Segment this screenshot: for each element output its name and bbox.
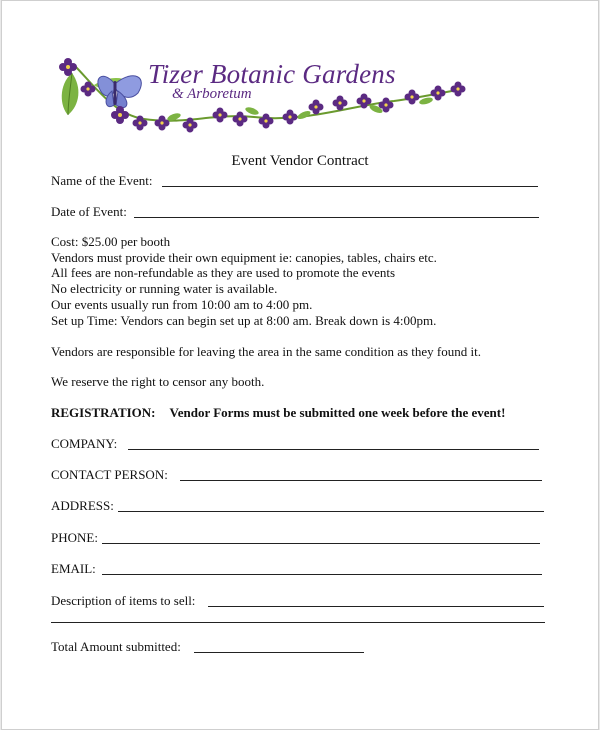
- setup-line: Set up Time: Vendors can begin set up at 8:00 am. Break down is 4:00pm.: [51, 313, 437, 328]
- phone-label: PHONE:: [51, 530, 98, 545]
- address-label: ADDRESS:: [51, 498, 114, 513]
- event-date-label: Date of Event:: [51, 204, 127, 219]
- logo-title: Tizer Botanic Gardens: [148, 59, 396, 89]
- garden-logo: [54, 45, 474, 137]
- responsibility-line: Vendors are responsible for leaving the area in the same condition as they found it.: [51, 344, 481, 359]
- contact-label: CONTACT PERSON:: [51, 467, 168, 482]
- email-field[interactable]: [102, 574, 542, 575]
- registration-note: Vendor Forms must be submitted one week before the event!: [169, 405, 506, 420]
- description-field[interactable]: [208, 606, 544, 607]
- registration-notice: [51, 405, 505, 421]
- cost-line: Cost: $25.00 per booth: [51, 234, 171, 249]
- email-label: EMAIL:: [51, 561, 96, 576]
- company-label: COMPANY:: [51, 436, 118, 451]
- phone-field[interactable]: [102, 543, 540, 544]
- logo-subtitle: & Arboretum: [172, 86, 252, 102]
- event-name-label: Name of the Event:: [51, 173, 153, 188]
- event-date-field[interactable]: [134, 217, 539, 218]
- document-title: Event Vendor Contract: [231, 153, 369, 169]
- event-name-field[interactable]: [162, 186, 538, 187]
- registration-label: REGISTRATION:: [51, 405, 156, 420]
- total-amount-label: Total Amount submitted:: [51, 639, 181, 654]
- total-amount-field[interactable]: [194, 652, 364, 653]
- fees-line: All fees are non-refundable as they are used to promote the events: [51, 265, 396, 280]
- address-field[interactable]: [118, 511, 544, 512]
- contact-field[interactable]: [180, 480, 542, 481]
- censor-line: We reserve the right to censor any booth.: [51, 374, 265, 389]
- company-field[interactable]: [128, 449, 539, 450]
- utilities-line: No electricity or running water is available.: [51, 281, 278, 296]
- document-page: [1, 0, 599, 730]
- description-label: Description of items to sell:: [51, 593, 196, 608]
- equipment-line: Vendors must provide their own equipment ie: canopies, tables, chairs etc.: [51, 250, 437, 265]
- description-field-line-2[interactable]: [51, 622, 545, 623]
- hours-line: Our events usually run from 10:00 am to 4:00 pm.: [51, 297, 313, 312]
